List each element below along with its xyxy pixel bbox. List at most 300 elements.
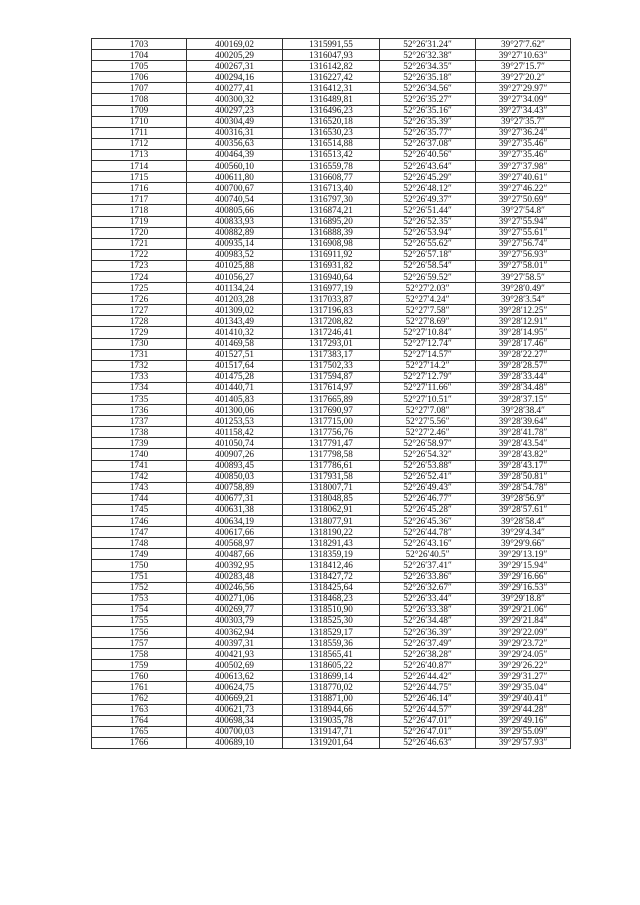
x-coordinate-cell: 400283,48 [187, 571, 283, 582]
latitude-cell: 52°26′40.5″ [380, 549, 476, 560]
x-coordinate-cell: 400805,66 [187, 205, 283, 216]
point-number-cell: 1736 [92, 405, 187, 416]
point-number-cell: 1752 [92, 582, 187, 593]
y-coordinate-cell: 1318062,91 [283, 504, 380, 515]
latitude-cell: 52°27′12.74″ [380, 338, 476, 349]
longitude-cell: 39°27′34.09″ [476, 94, 571, 105]
point-number-cell: 1758 [92, 649, 187, 660]
x-coordinate-cell: 400758,89 [187, 482, 283, 493]
latitude-cell: 52°26′43.16″ [380, 538, 476, 549]
table-row [92, 493, 571, 504]
longitude-cell: 39°28′43.82″ [476, 449, 571, 460]
longitude-cell: 39°28′38.4″ [476, 405, 571, 416]
longitude-cell: 39°28′50.81″ [476, 471, 571, 482]
x-coordinate-cell: 400267,31 [187, 61, 283, 72]
table-row [92, 427, 571, 438]
longitude-cell: 39°27′35.7″ [476, 116, 571, 127]
x-coordinate-cell: 400677,31 [187, 493, 283, 504]
x-coordinate-cell: 401253,53 [187, 416, 283, 427]
latitude-cell: 52°27′14.57″ [380, 349, 476, 360]
longitude-cell: 39°29′55.09″ [476, 726, 571, 737]
point-number-cell: 1740 [92, 449, 187, 460]
point-number-cell: 1710 [92, 116, 187, 127]
longitude-cell: 39°28′58.4″ [476, 516, 571, 527]
x-coordinate-cell: 400833,93 [187, 216, 283, 227]
y-coordinate-cell: 1316559,78 [283, 161, 380, 172]
table-row [92, 715, 571, 726]
y-coordinate-cell: 1315991,55 [283, 39, 380, 50]
point-number-cell: 1706 [92, 72, 187, 83]
x-coordinate-cell: 400421,93 [187, 649, 283, 660]
point-number-cell: 1729 [92, 327, 187, 338]
x-coordinate-cell: 400624,75 [187, 682, 283, 693]
table-row [92, 39, 571, 50]
y-coordinate-cell: 1316489,81 [283, 94, 380, 105]
table-row [92, 615, 571, 626]
longitude-cell: 39°27′46.22″ [476, 183, 571, 194]
table-row [92, 116, 571, 127]
latitude-cell: 52°26′57.18″ [380, 249, 476, 260]
y-coordinate-cell: 1318699,14 [283, 671, 380, 682]
y-coordinate-cell: 1316797,30 [283, 194, 380, 205]
table-row [92, 83, 571, 94]
y-coordinate-cell: 1318427,72 [283, 571, 380, 582]
y-coordinate-cell: 1316412,31 [283, 83, 380, 94]
longitude-cell: 39°28′43.54″ [476, 438, 571, 449]
longitude-cell: 39°28′33.44″ [476, 371, 571, 382]
table-row [92, 626, 571, 637]
table-row [92, 194, 571, 205]
x-coordinate-cell: 400935,14 [187, 238, 283, 249]
point-number-cell: 1746 [92, 516, 187, 527]
point-number-cell: 1727 [92, 305, 187, 316]
table-row [92, 516, 571, 527]
point-number-cell: 1709 [92, 105, 187, 116]
table-row [92, 471, 571, 482]
latitude-cell: 52°26′34.48″ [380, 615, 476, 626]
y-coordinate-cell: 1316142,82 [283, 61, 380, 72]
table-row [92, 582, 571, 593]
point-number-cell: 1723 [92, 260, 187, 271]
table-row [92, 50, 571, 61]
x-coordinate-cell: 400362,94 [187, 626, 283, 637]
y-coordinate-cell: 1318529,17 [283, 626, 380, 637]
point-number-cell: 1766 [92, 737, 187, 748]
table-row [92, 482, 571, 493]
longitude-cell: 39°29′24.05″ [476, 649, 571, 660]
x-coordinate-cell: 400617,66 [187, 527, 283, 538]
x-coordinate-cell: 401517,64 [187, 360, 283, 371]
latitude-cell: 52°26′37.49″ [380, 638, 476, 649]
longitude-cell: 39°28′54.78″ [476, 482, 571, 493]
y-coordinate-cell: 1317715,00 [283, 416, 380, 427]
longitude-cell: 39°29′13.19″ [476, 549, 571, 560]
y-coordinate-cell: 1317033,87 [283, 294, 380, 305]
point-number-cell: 1751 [92, 571, 187, 582]
point-number-cell: 1721 [92, 238, 187, 249]
y-coordinate-cell: 1316496,23 [283, 105, 380, 116]
table-row [92, 726, 571, 737]
y-coordinate-cell: 1317931,58 [283, 471, 380, 482]
table-row [92, 371, 571, 382]
x-coordinate-cell: 400634,19 [187, 516, 283, 527]
longitude-cell: 39°27′20.2″ [476, 72, 571, 83]
longitude-cell: 39°27′36.24″ [476, 127, 571, 138]
longitude-cell: 39°28′39.64″ [476, 416, 571, 427]
latitude-cell: 52°27′10.51″ [380, 394, 476, 405]
table-row [92, 283, 571, 294]
y-coordinate-cell: 1317665,89 [283, 394, 380, 405]
point-number-cell: 1718 [92, 205, 187, 216]
latitude-cell: 52°26′53.88″ [380, 460, 476, 471]
table-row [92, 260, 571, 271]
latitude-cell: 52°26′46.14″ [380, 693, 476, 704]
x-coordinate-cell: 401300,06 [187, 405, 283, 416]
table-row [92, 183, 571, 194]
point-number-cell: 1753 [92, 593, 187, 604]
latitude-cell: 52°26′47.01″ [380, 715, 476, 726]
point-number-cell: 1713 [92, 149, 187, 160]
latitude-cell: 52°26′33.86″ [380, 571, 476, 582]
y-coordinate-cell: 1318605,22 [283, 660, 380, 671]
latitude-cell: 52°26′45.28″ [380, 504, 476, 515]
table-row [92, 338, 571, 349]
y-coordinate-cell: 1316520,18 [283, 116, 380, 127]
longitude-cell: 39°28′12.91″ [476, 316, 571, 327]
point-number-cell: 1761 [92, 682, 187, 693]
longitude-cell: 39°28′28.57″ [476, 360, 571, 371]
point-number-cell: 1755 [92, 615, 187, 626]
longitude-cell: 39°28′12.25″ [476, 305, 571, 316]
latitude-cell: 52°26′45.29″ [380, 172, 476, 183]
table-row [92, 538, 571, 549]
longitude-cell: 39°27′10.63″ [476, 50, 571, 61]
latitude-cell: 52°26′58.97″ [380, 438, 476, 449]
latitude-cell: 52°26′37.08″ [380, 138, 476, 149]
x-coordinate-cell: 400560,10 [187, 161, 283, 172]
table-row [92, 660, 571, 671]
latitude-cell: 52°26′49.43″ [380, 482, 476, 493]
latitude-cell: 52°27′8.69″ [380, 316, 476, 327]
x-coordinate-cell: 401050,74 [187, 438, 283, 449]
x-coordinate-cell: 400277,41 [187, 83, 283, 94]
x-coordinate-cell: 401158,42 [187, 427, 283, 438]
point-number-cell: 1756 [92, 626, 187, 637]
y-coordinate-cell: 1317786,61 [283, 460, 380, 471]
y-coordinate-cell: 1319147,71 [283, 726, 380, 737]
latitude-cell: 52°26′52.35″ [380, 216, 476, 227]
longitude-cell: 39°29′16.66″ [476, 571, 571, 582]
longitude-cell: 39°29′21.06″ [476, 604, 571, 615]
longitude-cell: 39°27′35.46″ [476, 149, 571, 160]
x-coordinate-cell: 400316,31 [187, 127, 283, 138]
y-coordinate-cell: 1317798,58 [283, 449, 380, 460]
longitude-cell: 39°27′40.61″ [476, 172, 571, 183]
latitude-cell: 52°26′32.67″ [380, 582, 476, 593]
table-row [92, 72, 571, 83]
x-coordinate-cell: 400205,29 [187, 50, 283, 61]
x-coordinate-cell: 400303,79 [187, 615, 283, 626]
table-row [92, 216, 571, 227]
latitude-cell: 52°26′34.56″ [380, 83, 476, 94]
longitude-cell: 39°27′35.46″ [476, 138, 571, 149]
y-coordinate-cell: 1317594,87 [283, 371, 380, 382]
x-coordinate-cell: 400169,02 [187, 39, 283, 50]
x-coordinate-cell: 400700,03 [187, 726, 283, 737]
longitude-cell: 39°27′55.94″ [476, 216, 571, 227]
point-number-cell: 1739 [92, 438, 187, 449]
table-row [92, 227, 571, 238]
point-number-cell: 1716 [92, 183, 187, 194]
latitude-cell: 52°26′44.57″ [380, 704, 476, 715]
table-row [92, 737, 571, 748]
latitude-cell: 52°26′46.63″ [380, 737, 476, 748]
point-number-cell: 1764 [92, 715, 187, 726]
point-number-cell: 1762 [92, 693, 187, 704]
point-number-cell: 1749 [92, 549, 187, 560]
table-row [92, 593, 571, 604]
x-coordinate-cell: 401343,49 [187, 316, 283, 327]
point-number-cell: 1717 [92, 194, 187, 205]
table-row [92, 294, 571, 305]
latitude-cell: 52°27′14.2″ [380, 360, 476, 371]
point-number-cell: 1728 [92, 316, 187, 327]
latitude-cell: 52°26′54.32″ [380, 449, 476, 460]
latitude-cell: 52°26′40.87″ [380, 660, 476, 671]
x-coordinate-cell: 401440,71 [187, 382, 283, 393]
y-coordinate-cell: 1318291,43 [283, 538, 380, 549]
y-coordinate-cell: 1318007,71 [283, 482, 380, 493]
table-row [92, 638, 571, 649]
table-row [92, 527, 571, 538]
table-row [92, 327, 571, 338]
latitude-cell: 52°26′47.01″ [380, 726, 476, 737]
longitude-cell: 39°27′7.62″ [476, 39, 571, 50]
y-coordinate-cell: 1318190,22 [283, 527, 380, 538]
y-coordinate-cell: 1316911,92 [283, 249, 380, 260]
y-coordinate-cell: 1316977,19 [283, 283, 380, 294]
y-coordinate-cell: 1316874,21 [283, 205, 380, 216]
table-row [92, 94, 571, 105]
longitude-cell: 39°29′49.16″ [476, 715, 571, 726]
point-number-cell: 1734 [92, 382, 187, 393]
longitude-cell: 39°27′34.43″ [476, 105, 571, 116]
y-coordinate-cell: 1316713,40 [283, 183, 380, 194]
longitude-cell: 39°27′15.7″ [476, 61, 571, 72]
longitude-cell: 39°27′58.5″ [476, 271, 571, 282]
latitude-cell: 52°26′35.27″ [380, 94, 476, 105]
x-coordinate-cell: 401025,88 [187, 260, 283, 271]
x-coordinate-cell: 400568,97 [187, 538, 283, 549]
table-row [92, 138, 571, 149]
table-row [92, 394, 571, 405]
table-row [92, 704, 571, 715]
latitude-cell: 52°26′44.78″ [380, 527, 476, 538]
y-coordinate-cell: 1316895,20 [283, 216, 380, 227]
coordinates-table [91, 38, 571, 749]
point-number-cell: 1708 [92, 94, 187, 105]
y-coordinate-cell: 1317383,17 [283, 349, 380, 360]
latitude-cell: 52°26′33.38″ [380, 604, 476, 615]
point-number-cell: 1744 [92, 493, 187, 504]
table-row [92, 671, 571, 682]
y-coordinate-cell: 1318359,19 [283, 549, 380, 560]
y-coordinate-cell: 1318077,91 [283, 516, 380, 527]
x-coordinate-cell: 400294,16 [187, 72, 283, 83]
x-coordinate-cell: 400397,31 [187, 638, 283, 649]
x-coordinate-cell: 401469,58 [187, 338, 283, 349]
longitude-cell: 39°29′21.84″ [476, 615, 571, 626]
y-coordinate-cell: 1316227,42 [283, 72, 380, 83]
longitude-cell: 39°28′22.27″ [476, 349, 571, 360]
x-coordinate-cell: 400740,54 [187, 194, 283, 205]
y-coordinate-cell: 1316047,93 [283, 50, 380, 61]
point-number-cell: 1719 [92, 216, 187, 227]
latitude-cell: 52°26′32.38″ [380, 50, 476, 61]
longitude-cell: 39°29′16.53″ [476, 582, 571, 593]
y-coordinate-cell: 1318871,00 [283, 693, 380, 704]
longitude-cell: 39°28′41.78″ [476, 427, 571, 438]
longitude-cell: 39°28′57.61″ [476, 504, 571, 515]
y-coordinate-cell: 1319035,78 [283, 715, 380, 726]
y-coordinate-cell: 1318048,85 [283, 493, 380, 504]
x-coordinate-cell: 400621,73 [187, 704, 283, 715]
point-number-cell: 1722 [92, 249, 187, 260]
longitude-cell: 39°29′31.27″ [476, 671, 571, 682]
y-coordinate-cell: 1318425,64 [283, 582, 380, 593]
y-coordinate-cell: 1318565,41 [283, 649, 380, 660]
table-row [92, 271, 571, 282]
longitude-cell: 39°28′43.17″ [476, 460, 571, 471]
longitude-cell: 39°27′56.74″ [476, 238, 571, 249]
x-coordinate-cell: 400882,89 [187, 227, 283, 238]
x-coordinate-cell: 400271,06 [187, 593, 283, 604]
coordinates-table-body [92, 39, 571, 749]
latitude-cell: 52°26′38.28″ [380, 649, 476, 660]
table-row [92, 249, 571, 260]
point-number-cell: 1760 [92, 671, 187, 682]
longitude-cell: 39°27′50.69″ [476, 194, 571, 205]
longitude-cell: 39°29′35.04″ [476, 682, 571, 693]
point-number-cell: 1738 [92, 427, 187, 438]
x-coordinate-cell: 400907,26 [187, 449, 283, 460]
y-coordinate-cell: 1318525,30 [283, 615, 380, 626]
x-coordinate-cell: 400487,66 [187, 549, 283, 560]
latitude-cell: 52°26′37.41″ [380, 560, 476, 571]
point-number-cell: 1737 [92, 416, 187, 427]
point-number-cell: 1714 [92, 161, 187, 172]
point-number-cell: 1704 [92, 50, 187, 61]
longitude-cell: 39°27′29.97″ [476, 83, 571, 94]
table-row [92, 438, 571, 449]
x-coordinate-cell: 400611,80 [187, 172, 283, 183]
latitude-cell: 52°26′59.52″ [380, 271, 476, 282]
table-row [92, 449, 571, 460]
latitude-cell: 52°26′46.77″ [380, 493, 476, 504]
x-coordinate-cell: 401527,51 [187, 349, 283, 360]
longitude-cell: 39°27′55.61″ [476, 227, 571, 238]
table-row [92, 349, 571, 360]
latitude-cell: 52°26′36.39″ [380, 626, 476, 637]
x-coordinate-cell: 400983,52 [187, 249, 283, 260]
table-row [92, 405, 571, 416]
x-coordinate-cell: 400698,34 [187, 715, 283, 726]
latitude-cell: 52°26′34.35″ [380, 61, 476, 72]
point-number-cell: 1733 [92, 371, 187, 382]
table-row [92, 682, 571, 693]
x-coordinate-cell: 400304,49 [187, 116, 283, 127]
x-coordinate-cell: 400502,69 [187, 660, 283, 671]
point-number-cell: 1759 [92, 660, 187, 671]
longitude-cell: 39°29′9.66″ [476, 538, 571, 549]
point-number-cell: 1765 [92, 726, 187, 737]
table-row [92, 604, 571, 615]
table-row [92, 61, 571, 72]
longitude-cell: 39°27′54.8″ [476, 205, 571, 216]
x-coordinate-cell: 400850,03 [187, 471, 283, 482]
y-coordinate-cell: 1318510,90 [283, 604, 380, 615]
y-coordinate-cell: 1318770,02 [283, 682, 380, 693]
y-coordinate-cell: 1316908,98 [283, 238, 380, 249]
table-row [92, 416, 571, 427]
longitude-cell: 39°27′37.98″ [476, 161, 571, 172]
latitude-cell: 52°26′49.37″ [380, 194, 476, 205]
y-coordinate-cell: 1319201,64 [283, 737, 380, 748]
latitude-cell: 52°27′7.58″ [380, 305, 476, 316]
table-row [92, 560, 571, 571]
latitude-cell: 52°27′12.79″ [380, 371, 476, 382]
longitude-cell: 39°28′17.46″ [476, 338, 571, 349]
latitude-cell: 52°26′35.77″ [380, 127, 476, 138]
x-coordinate-cell: 400893,45 [187, 460, 283, 471]
latitude-cell: 52°26′51.44″ [380, 205, 476, 216]
x-coordinate-cell: 400464,39 [187, 149, 283, 160]
point-number-cell: 1741 [92, 460, 187, 471]
y-coordinate-cell: 1316940,64 [283, 271, 380, 282]
y-coordinate-cell: 1318468,23 [283, 593, 380, 604]
longitude-cell: 39°29′57.93″ [476, 737, 571, 748]
longitude-cell: 39°29′4.34″ [476, 527, 571, 538]
latitude-cell: 52°26′52.41″ [380, 471, 476, 482]
point-number-cell: 1707 [92, 83, 187, 94]
table-row [92, 571, 571, 582]
point-number-cell: 1742 [92, 471, 187, 482]
x-coordinate-cell: 401475,28 [187, 371, 283, 382]
point-number-cell: 1748 [92, 538, 187, 549]
longitude-cell: 39°29′44.28″ [476, 704, 571, 715]
longitude-cell: 39°29′15.94″ [476, 560, 571, 571]
y-coordinate-cell: 1317690,97 [283, 405, 380, 416]
latitude-cell: 52°27′11.66″ [380, 382, 476, 393]
y-coordinate-cell: 1317791,47 [283, 438, 380, 449]
table-row [92, 205, 571, 216]
longitude-cell: 39°29′18.8″ [476, 593, 571, 604]
table-row [92, 360, 571, 371]
latitude-cell: 52°26′44.75″ [380, 682, 476, 693]
longitude-cell: 39°29′26.22″ [476, 660, 571, 671]
point-number-cell: 1720 [92, 227, 187, 238]
y-coordinate-cell: 1317246,41 [283, 327, 380, 338]
latitude-cell: 52°27′2.03″ [380, 283, 476, 294]
point-number-cell: 1725 [92, 283, 187, 294]
y-coordinate-cell: 1316514,88 [283, 138, 380, 149]
table-row [92, 316, 571, 327]
table-row [92, 305, 571, 316]
table-row [92, 238, 571, 249]
point-number-cell: 1705 [92, 61, 187, 72]
y-coordinate-cell: 1317756,76 [283, 427, 380, 438]
latitude-cell: 52°26′48.12″ [380, 183, 476, 194]
